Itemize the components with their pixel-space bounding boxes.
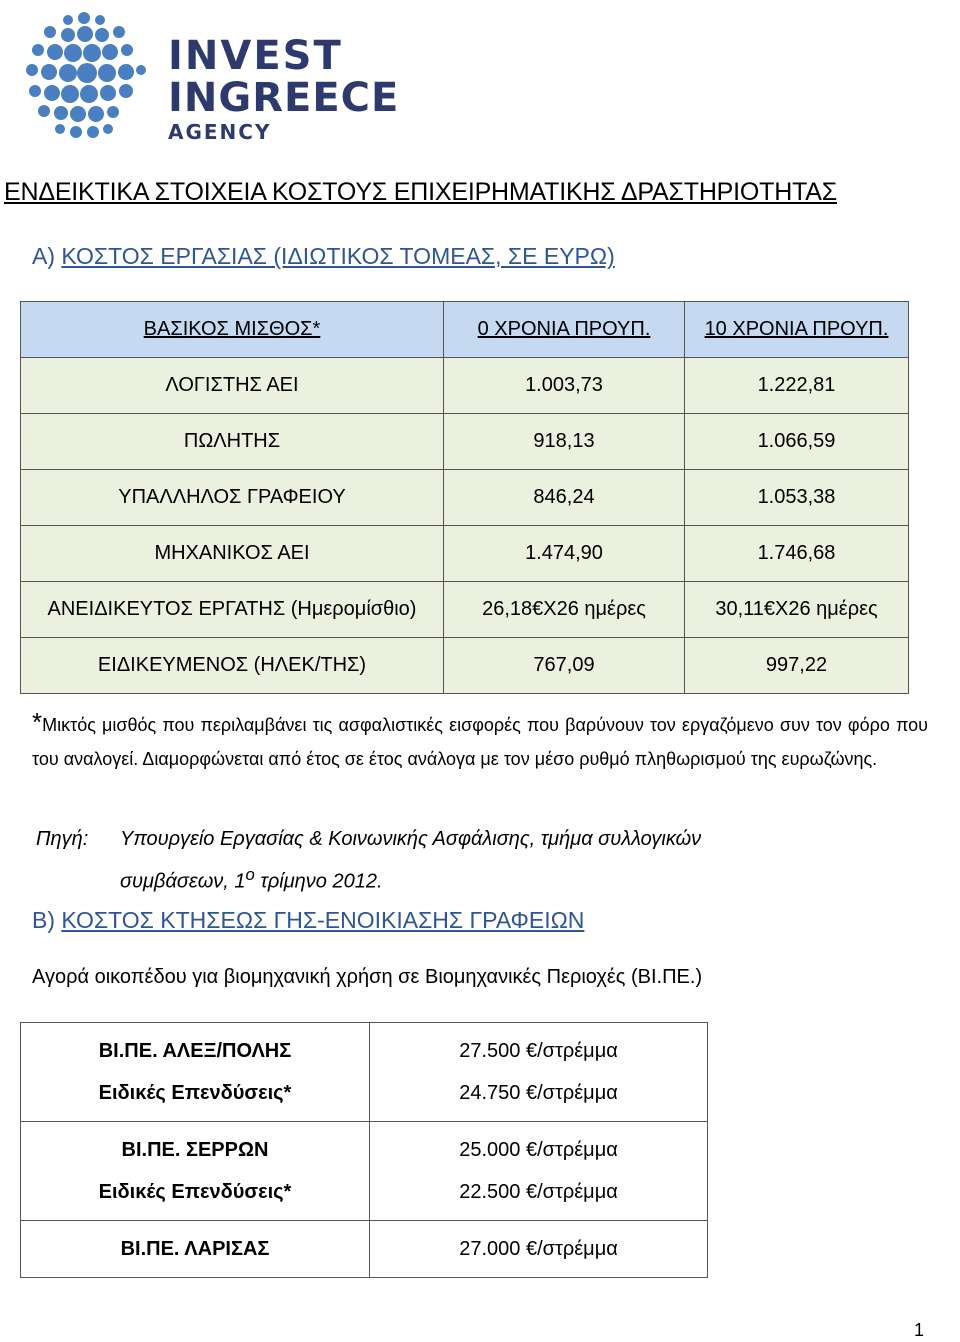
- land-price-table: [20, 1022, 708, 1278]
- logo-line-invest: INVEST: [168, 33, 343, 79]
- area-sub: Ειδικές Επενδύσεις*: [98, 1082, 292, 1104]
- source-superscript: ο: [245, 865, 255, 884]
- footnote-star: *: [32, 707, 43, 737]
- logo-line-agency: AGENCY: [168, 120, 272, 144]
- table-cell: 1.003,73: [444, 358, 685, 414]
- table-cell: ΠΩΛΗΤΗΣ: [21, 414, 444, 470]
- table-cell: ΛΟΓΙΣΤΗΣ ΑΕΙ: [21, 358, 444, 414]
- footnote-text-1: Μικτός μισθός που περιλαμβάνει τις ασφαλιστικές εισφορές που βαρύνουν τον εργαζόμενο συν τον φόρο που του αναλογεί.: [32, 715, 928, 769]
- table-cell: 1.746,68: [685, 526, 909, 582]
- area-price: 27.000 €/στρέμμα: [459, 1238, 618, 1260]
- source-line-2: [36, 857, 928, 900]
- table-cell: ΜΗΧΑΝΙΚΟΣ ΑΕΙ: [21, 526, 444, 582]
- table-row: [21, 1023, 708, 1122]
- area-cell: [21, 1221, 370, 1278]
- table-row: [21, 1122, 708, 1221]
- source-line-2a: συμβάσεων, 1: [120, 870, 246, 893]
- area-sub: Ειδικές Επενδύσεις*: [98, 1181, 292, 1203]
- source-line-2b: τρίμηνο 2012.: [254, 870, 383, 893]
- table-cell: 1.053,38: [685, 470, 909, 526]
- page-number: 1: [914, 1320, 925, 1340]
- logo-wordmark: [168, 33, 400, 144]
- agency-logo: [20, 8, 400, 143]
- footnote-text-2: Διαμορφώνεται από έτος σε έτος ανάλογα με τον μέσο ρυθμό πληθωρισμού της ευρωζώνης.: [138, 749, 878, 769]
- table-cell: 1.474,90: [444, 526, 685, 582]
- table-cell: ΕΙΔΙΚΕΥΜΕΝΟΣ (ΗΛΕΚ/ΤΗΣ): [21, 638, 444, 694]
- table-row: [21, 470, 909, 526]
- area-name: ΒΙ.ΠΕ. ΛΑΡΙΣΑΣ: [120, 1238, 270, 1260]
- section-b-title: ΚΟΣΤΟΣ ΚΤΗΣΕΩΣ ΓΗΣ-ΕΝΟΙΚΙΑΣΗΣ ΓΡΑΦΕΙΩΝ: [61, 907, 585, 933]
- table-cell: 26,18€Χ26 ημέρες: [444, 582, 685, 638]
- dotted-circle-logo-icon: [20, 8, 150, 143]
- header-cell: ΒΑΣΙΚΟΣ ΜΙΣΘΟΣ*: [21, 302, 444, 358]
- logo-line-ingreece: INGREECE: [168, 75, 400, 121]
- price-cell: [370, 1122, 708, 1221]
- table-row: [21, 638, 909, 694]
- table-row: [21, 414, 909, 470]
- header-cell: 0 ΧΡΟΝΙΑ ΠΡΟΥΠ.: [444, 302, 685, 358]
- source-line-1: Υπουργείο Εργασίας & Κοινωνικής Ασφάλισης, τμήμα συλλογικών: [120, 828, 702, 850]
- salary-footnote: [32, 705, 928, 776]
- salary-table: [20, 301, 909, 694]
- area-price: 25.000 €/στρέμμα: [459, 1139, 618, 1161]
- header-cell: 10 ΧΡΟΝΙΑ ΠΡΟΥΠ.: [685, 302, 909, 358]
- table-cell: 997,22: [685, 638, 909, 694]
- section-b-prefix: Β): [32, 907, 62, 933]
- table-cell: ΥΠΑΛΛΗΛΟΣ ΓΡΑΦΕΙΟΥ: [21, 470, 444, 526]
- table-cell: 1.066,59: [685, 414, 909, 470]
- source-label: Πηγή:: [36, 828, 89, 850]
- table-cell: 767,09: [444, 638, 685, 694]
- area-sub-price: 24.750 €/στρέμμα: [459, 1082, 618, 1104]
- table-row: [21, 1221, 708, 1278]
- land-intro-text: Αγορά οικοπέδου για βιομηχανική χρήση σε Βιομηχανικές Περιοχές (ΒΙ.ΠΕ.): [32, 966, 703, 988]
- table-row: [21, 582, 909, 638]
- section-a-prefix: Α): [32, 243, 62, 269]
- page-title: ΕΝΔΕΙΚΤΙΚΑ ΣΤΟΙΧΕΙΑ ΚΟΣΤΟΥΣ ΕΠΙΧΕΙΡΗΜΑΤΙΚΗΣ ΔΡΑΣΤΗΡΙΟΤΗΤΑΣ: [4, 178, 838, 206]
- area-sub-price: 22.500 €/στρέμμα: [459, 1181, 618, 1203]
- area-price: 27.500 €/στρέμμα: [459, 1040, 618, 1062]
- table-cell: 1.222,81: [685, 358, 909, 414]
- price-cell: [370, 1023, 708, 1122]
- area-cell: [21, 1122, 370, 1221]
- section-a-title: ΚΟΣΤΟΣ ΕΡΓΑΣΙΑΣ (ΙΔΙΩΤΙΚΟΣ ΤΟΜΕΑΣ, ΣΕ ΕΥΡΩ): [61, 243, 615, 269]
- area-name: ΒΙ.ΠΕ. ΣΕΡΡΩΝ: [121, 1139, 269, 1161]
- table-cell: ΑΝΕΙΔΙΚΕΥΤΟΣ ΕΡΓΑΤΗΣ (Ημερομίσθιο): [21, 582, 444, 638]
- section-a-heading: [32, 243, 615, 270]
- salary-table-header: [21, 302, 909, 358]
- source-citation: [36, 822, 928, 900]
- section-b-heading: [32, 907, 584, 934]
- table-cell: 30,11€Χ26 ημέρες: [685, 582, 909, 638]
- area-cell: [21, 1023, 370, 1122]
- price-cell: [370, 1221, 708, 1278]
- area-name: ΒΙ.ΠΕ. ΑΛΕΞ/ΠΟΛΗΣ: [98, 1040, 292, 1062]
- table-cell: 918,13: [444, 414, 685, 470]
- table-row: [21, 358, 909, 414]
- table-cell: 846,24: [444, 470, 685, 526]
- table-row: [21, 526, 909, 582]
